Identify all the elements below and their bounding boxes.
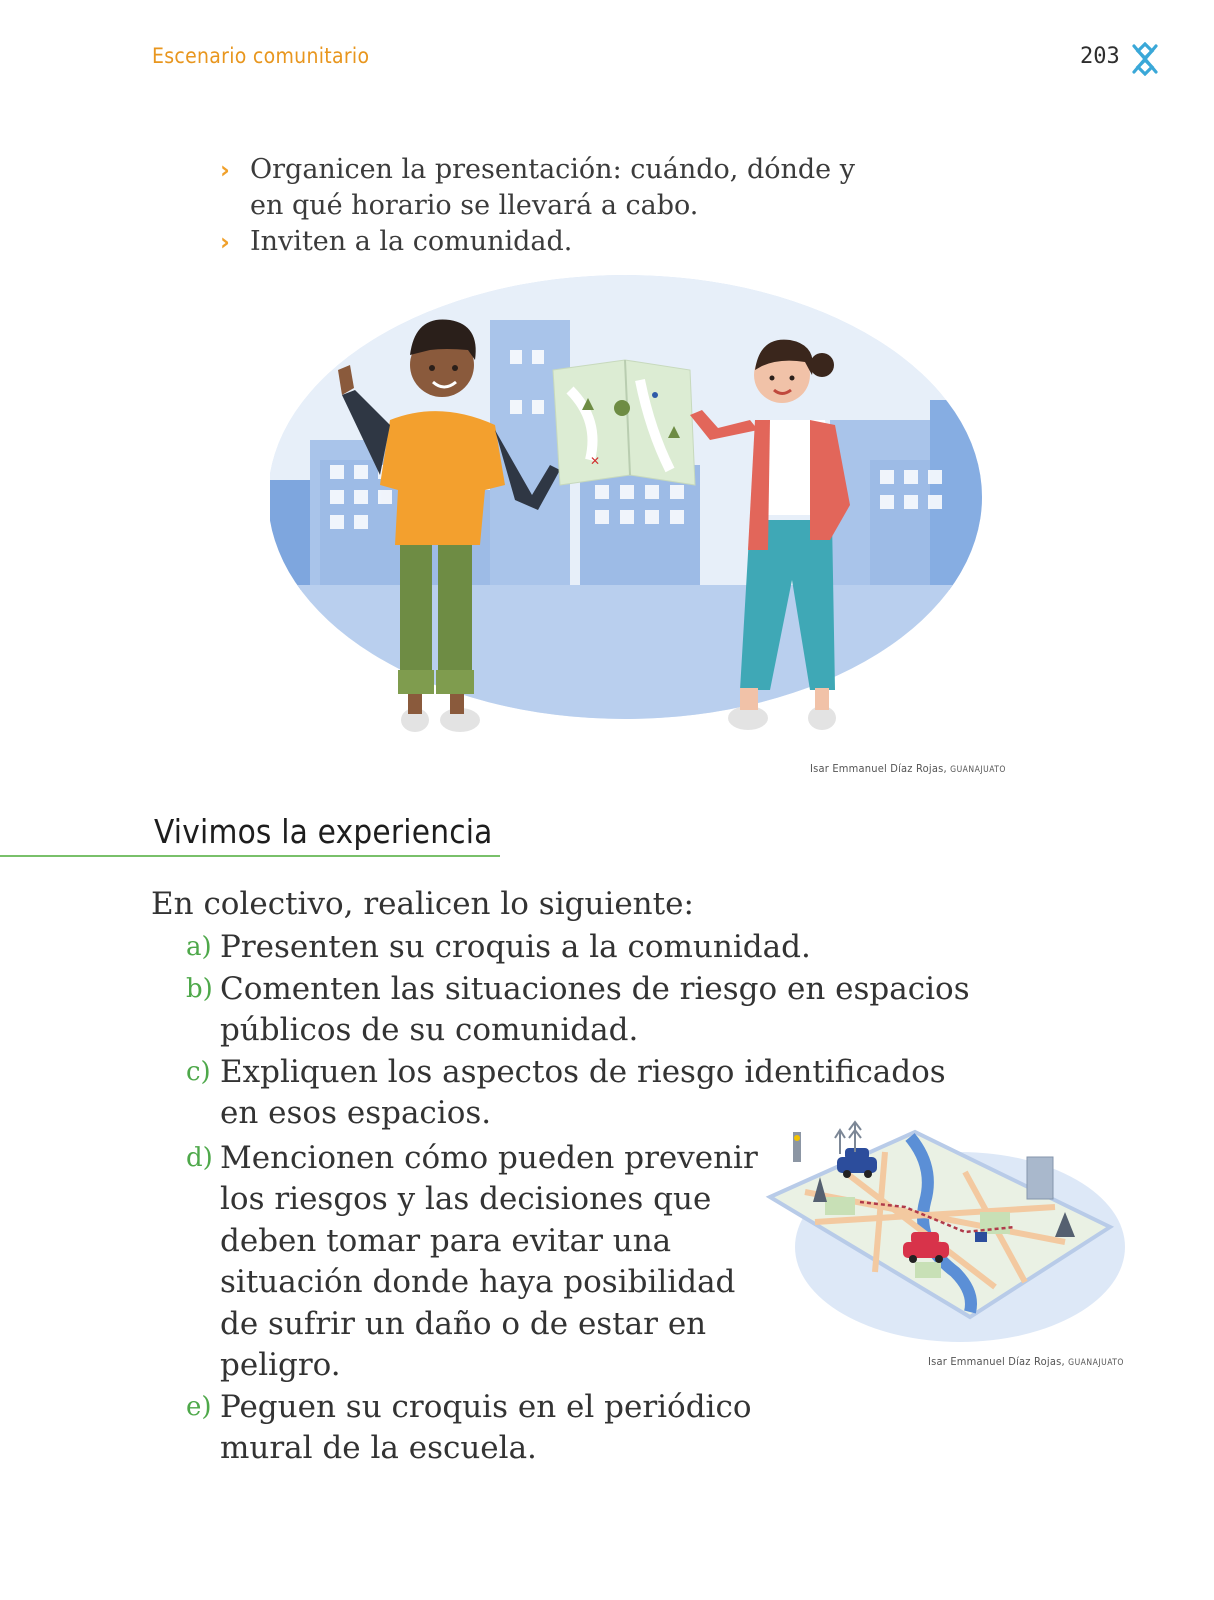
list-item <box>186 969 986 1052</box>
page-number: 203 <box>1080 44 1120 69</box>
list-marker: b) <box>186 973 213 1004</box>
list-marker: a) <box>186 932 212 962</box>
book-logo-icon <box>1130 42 1160 76</box>
list-item-text: Expliquen los aspectos de riesgo identificados en esos espacios. <box>220 1053 946 1131</box>
paper-map <box>553 360 695 485</box>
chevron-right-icon: › <box>220 156 230 184</box>
credit-place: GUANAJUATO <box>950 765 1006 775</box>
section-underline <box>0 855 500 857</box>
credit-name: Isar Emmanuel Díaz Rojas, <box>810 762 947 775</box>
svg-text:✕: ✕ <box>590 454 601 468</box>
bullet-text: Inviten a la comunidad. <box>250 226 573 257</box>
bullet-item <box>220 152 860 224</box>
section-intro: En colectivo, realicen lo siguiente: <box>151 886 694 922</box>
bullet-list <box>220 152 860 260</box>
illustration-credit <box>928 1355 1124 1368</box>
list-marker: e) <box>186 1391 212 1422</box>
list-item <box>186 1138 760 1387</box>
list-item <box>186 1387 760 1470</box>
kids-with-map-illustration <box>270 270 1010 760</box>
bullet-text: Organicen la presentación: cuándo, dónde y en qué horario se llevará a cabo. <box>250 154 855 221</box>
credit-name: Isar Emmanuel Díaz Rojas, <box>928 1355 1065 1368</box>
list-item <box>186 927 986 969</box>
list-item-text: Comenten las situaciones de riesgo en espacios públicos de su comunidad. <box>220 970 970 1048</box>
list-marker: d) <box>186 1142 213 1173</box>
bullet-item <box>220 224 860 260</box>
section-header: Escenario comunitario <box>152 44 370 68</box>
illustration-credit <box>810 762 1006 775</box>
list-item-text: Presenten su croquis a la comunidad. <box>220 929 811 965</box>
list-item-text: Mencionen cómo pueden prevenir los riesgos y las decisiones que deben tomar para evitar una situación donde haya posibilidad de sufrir un daño o de estar en peligro. <box>220 1139 758 1383</box>
chevron-right-icon: › <box>220 228 230 256</box>
list-item-text: Peguen su croquis en el periódico mural de la escuela. <box>220 1388 752 1466</box>
credit-place: GUANAJUATO <box>1068 1358 1124 1368</box>
list-marker: c) <box>186 1056 211 1087</box>
city-map-illustration <box>765 1112 1125 1352</box>
section-title: Vivimos la experiencia <box>154 812 493 851</box>
